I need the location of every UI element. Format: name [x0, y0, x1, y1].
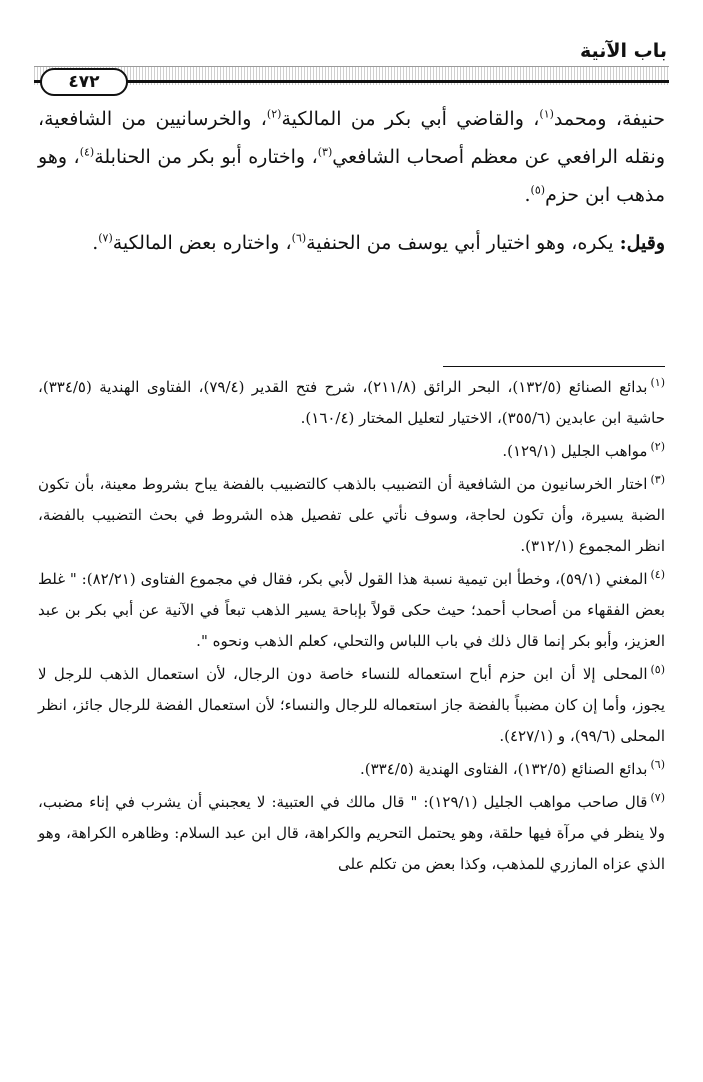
text-span: يكره، وهو اختيار أبي يوسف من الحنفية: [306, 232, 620, 254]
lead-word: وقيل:: [619, 232, 665, 254]
footnote-text: اختار الخرسانيون من الشافعية أن التضبيب بالذهب كالتضبيب بالفضة يباح بشروط معينة، بأن تكون الضبة يسيرة، وأن تكون لحاجة، وسوف نأتي على تفصيل هذه الشروط في بحث التضبيب بالفضة، انظر المجموع (٣١٢/١).: [38, 475, 665, 555]
footnotes: [38, 372, 665, 882]
footnote-ref-6[interactable]: (٦): [291, 231, 307, 245]
footnote-ref-4[interactable]: (٤): [79, 145, 95, 159]
paragraph-2: [38, 224, 665, 262]
footnote-text: بدائع الصنائع (١٣٢/٥)، البحر الرائق (٢١١/٨)، شرح فتح القدير (٧٩/٤)، الفتاوى الهندية (٣٣٤/٥)، حاشية ابن عابدين (٣٥٥/٦)، الاختيار لتعليل المختار (١٦٠/٤).: [38, 378, 665, 427]
footnote: [38, 787, 665, 880]
text-span: ، وهو مذهب ابن حزم: [38, 146, 665, 206]
page-number: ٤٧٢: [40, 68, 128, 96]
chapter-title: باب الآنية: [579, 40, 667, 62]
text-span: ، والقاضي أبي بكر من المالكية: [281, 108, 540, 130]
paragraph-1: [38, 100, 665, 214]
text-span: .: [524, 184, 531, 206]
footnote-divider: [443, 366, 665, 367]
header-rule: [34, 80, 669, 83]
footnote: [38, 754, 665, 785]
footnote-ref-7[interactable]: (٧): [98, 231, 113, 245]
footnote-text: مواهب الجليل (١٢٩/١).: [502, 442, 648, 460]
page-header: [30, 36, 673, 92]
footnote-ref-3[interactable]: (٣): [317, 145, 333, 159]
footnote-text: المحلى إلا أن ابن حزم أباح استعماله للنساء خاصة دون الرجال، لأن استعمال الذهب للرجل لا يجوز، وأما إن كان مضبباً بالفضة جاز استعماله للرجال والنساء؛ لأن استعمال الفضة للرجال جائز، انظر المحلى (٩٩/٦)، و (٤٢٧/١).: [38, 665, 665, 745]
footnote: [38, 372, 665, 434]
footnote-number: (٥): [650, 663, 665, 676]
text-span: .: [92, 232, 99, 254]
footnote-number: (٦): [650, 758, 665, 771]
footnote-number: (٢): [650, 440, 665, 453]
footnote-ref-2[interactable]: (٢): [266, 107, 282, 121]
footnote: [38, 564, 665, 657]
footnote-number: (٧): [650, 791, 665, 804]
text-span: حنيفة، ومحمد: [553, 108, 665, 130]
footnote-text: المغني (٥٩/١)، وخطأ ابن تيمية نسبة هذا القول لأبي بكر، فقال في مجموع الفتاوى (٨٢/٢١): " غلط بعض الفقهاء من أصحاب أحمد؛ حيث حكى قولاً بإباحة يسير الذهب تبعاً في الآنية عن أبي بكر بن عبد العزيز، وأبو بكر إنما قال ذلك في باب اللباس والتحلي، كعلم الذهب ونحوه ".: [38, 570, 665, 650]
footnote: [38, 659, 665, 752]
footnote-ref-5[interactable]: (٥): [530, 183, 546, 197]
text-span: ، والخرسانيين من الشافعية، ونقله الرافعي عن معظم أصحاب الشافعي: [38, 108, 665, 168]
footnote-number: (٣): [650, 473, 665, 486]
footnote-text: قال صاحب مواهب الجليل (١٢٩/١): " قال مالك في العتبية: لا يعجبني أن يشرب في إناء مضبب، ولا ينظر في مرآة فيها حلقة، وهو يحتمل التحريم والكراهة، قال ابن عبد السلام: وظاهره الكراهة، وهو الذي عزاه المازري للمذهب، وكذا بعض من تكلم على: [38, 793, 665, 873]
text-span: ، واختاره أبو بكر من الحنابلة: [94, 146, 318, 168]
footnote-number: (١): [650, 376, 665, 389]
footnote-ref-1[interactable]: (١): [539, 107, 554, 121]
footnote-number: (٤): [650, 568, 666, 581]
main-text: [38, 100, 665, 262]
footnote-text: بدائع الصنائع (١٣٢/٥)، الفتاوى الهندية (٣٣٤/٥).: [360, 760, 648, 778]
text-span: ، واختاره بعض المالكية: [112, 232, 292, 254]
footnote: [38, 469, 665, 562]
footnote: [38, 436, 665, 467]
